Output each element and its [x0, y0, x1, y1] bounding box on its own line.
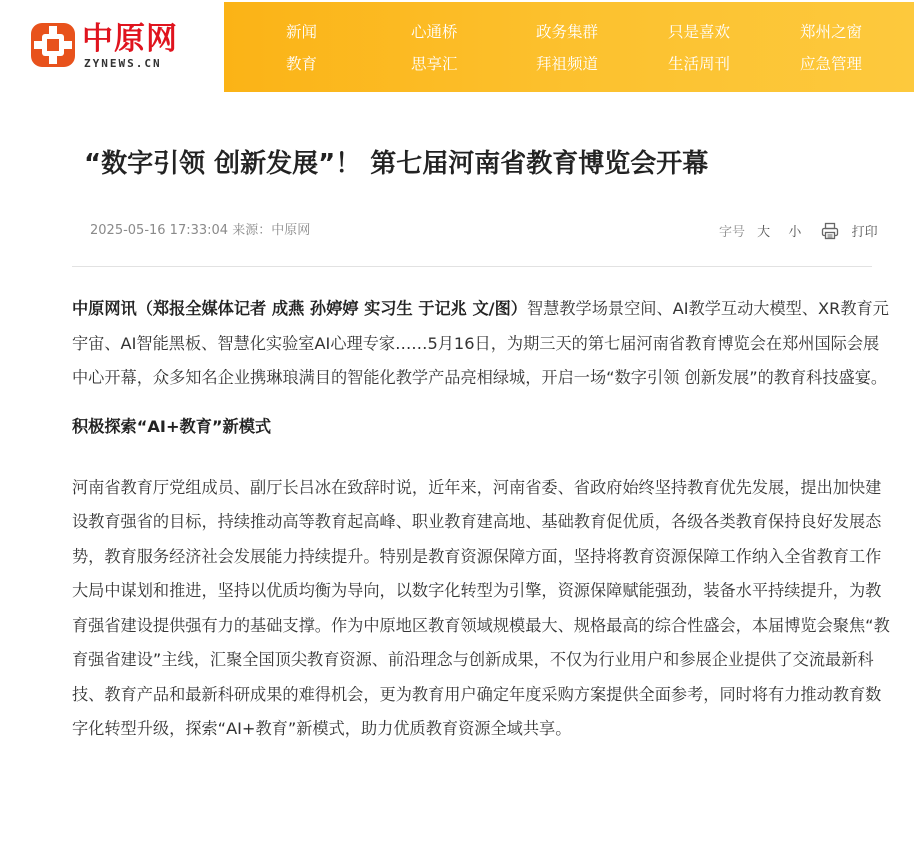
logo-domain-text: ZYNEWS.CN — [84, 57, 162, 70]
nav-item-life-weekly[interactable]: 生活周刊 — [668, 55, 731, 73]
top-navigation — [224, 2, 914, 92]
font-size-label: 字号 — [719, 225, 746, 240]
lead-paragraph — [72, 292, 892, 396]
logo-mark-icon — [30, 22, 76, 68]
nav-item-baizu[interactable]: 拜祖频道 — [536, 55, 599, 73]
body-paragraph: 河南省教育厅党组成员、副厅长吕冰在致辞时说，近年来，河南省委、省政府始终坚持教育优先发展，提出加快建设教育强省的目标，持续推动高等教育起高峰、职业教育建高地、基础教育促优质，各级各类教育保持良好发展态势，教育服务经济社会发展能力持续提升。特别是教育资源保障方面，坚持将教育资源保障工作纳入全省教育工作大局中谋划和推进，坚持以优质均衡为导向，以数字化转型为引擎，资源保障赋能强劲，装备水平持续提升，为教育强省建设提供强有力的基础支撑。作为中原地区教育领域规模最大、规格最高的综合性盛会，本届博览会聚焦“教育强省建设”主线，汇聚全国顶尖教育资源、前沿理念与创新成果，不仅为行业用户和参展企业提供了交流最新科技、教育产品和最新科研成果的难得机会，更为教育用户确定年度采购方案提供全面参考，同时将有力推动教育数字化转型升级，探索“AI+教育”新模式，助力优质教育资源全域共享。 — [72, 477, 890, 738]
nav-item-government[interactable]: 政务集群 — [536, 23, 599, 41]
nav-item-xintongqiao[interactable]: 心通桥 — [411, 23, 458, 41]
nav-item-education[interactable]: 教育 — [286, 55, 318, 73]
nav-item-likes[interactable]: 只是喜欢 — [668, 23, 731, 41]
font-large-button[interactable]: 大 — [757, 225, 771, 240]
lead-byline: 中原网讯（郑报全媒体记者 成燕 孙婷婷 实习生 于记兆 文/图） — [72, 299, 527, 318]
article-meta: 2025-05-16 17:33:04 来源：中原网 — [90, 223, 311, 238]
article-body — [72, 292, 892, 747]
printer-icon[interactable] — [821, 222, 839, 240]
nav-item-sixianghui[interactable]: 思享汇 — [411, 55, 458, 73]
article-tools — [719, 222, 878, 242]
meta-divider — [72, 266, 872, 267]
article-title: “数字引领 创新发展”！ 第七届河南省教育博览会开幕 — [84, 149, 709, 179]
nav-item-emergency[interactable]: 应急管理 — [800, 55, 863, 73]
print-button[interactable]: 打印 — [851, 225, 878, 240]
logo-text-cn: 中原网 — [82, 21, 178, 57]
site-header — [0, 0, 914, 92]
nav-item-zhengzhou-window[interactable]: 郑州之窗 — [800, 23, 863, 41]
section-heading: 积极探索“AI+教育”新模式 — [72, 416, 272, 436]
nav-item-news[interactable]: 新闻 — [286, 23, 318, 41]
lead-text: 智慧教学场景空间、AI教学互动大模型、XR教育元宇宙、AI智能黑板、智慧化实验室AI心理专家……5月16日，为期三天的第七届河南省教育博览会在郑州国际会展中心开幕，众多知名企业携琳琅满目的智能化教学产品亮相绿城，开启一场“数字引领 创新发展”的教育科技盛宴。 — [72, 299, 889, 387]
font-small-button[interactable]: 小 — [788, 225, 802, 240]
site-logo[interactable] — [0, 0, 224, 92]
